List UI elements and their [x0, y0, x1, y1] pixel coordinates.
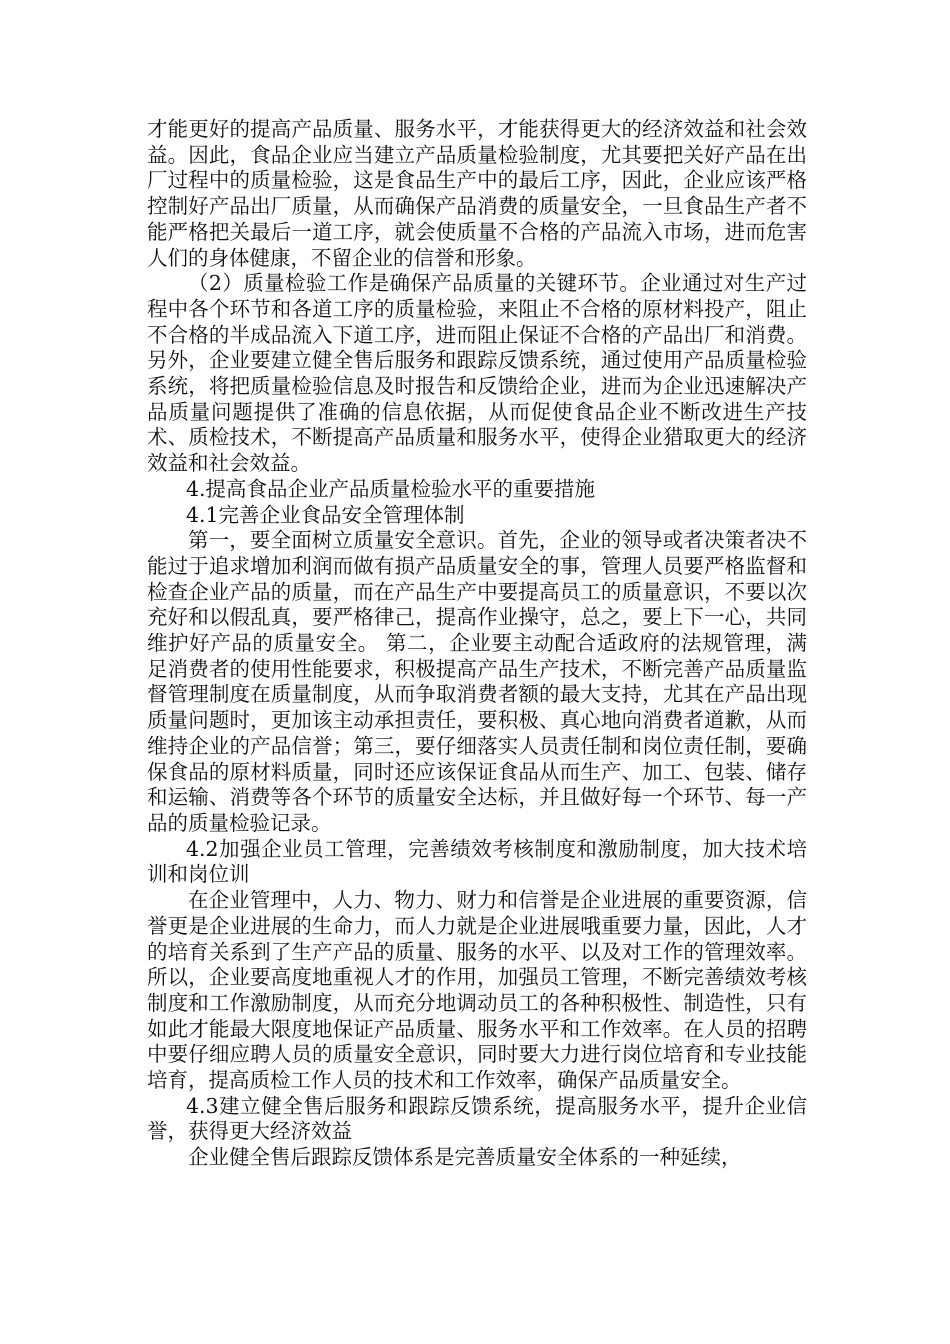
section-heading-4: 4.提高食品企业产品质量检验水平的重要措施	[185, 476, 595, 501]
paragraph-4-2-body: 在企业管理中，人力、物力、财力和信誉是企业进展的重要资源，信誉更是企业进展的生命力，而人力就是企业进展哦重要力量，因此，人才的培育关系到了生产产品的质量、服务的水平、以及对工作的管理效率。所以，企业要高度地重视人才的作用，加强员工管理，不断完善绩效考核制度和工作激励制度，从而充分地调动员工的各种积极性、制造性，只有如此才能最大限度地保证产品质量、服务水平和工作效率。在人员的招聘中要仔细应聘人员的质量安全意识，同时要大力进行岗位培育和专业技能培育，提高质检工作人员的技术和工作效率，确保产品质量安全。	[147, 888, 807, 1093]
paragraph-point-2: （2）质量检验工作是确保产品质量的关键环节。企业通过对生产过程中各个环节和各道工序的质量检验，来阻止不合格的原材料投产，阻止不合格的半成品流入下道工序，进而阻止保证不合格的产品出厂和消费。另外，企业要建立健全售后服务和跟踪反馈系统，通过使用产品质量检验系统，将把质量检验信息及时报告和反馈给企业，进而为企业迅速解决产品质量问题提供了准确的信息依据，从而促使食品企业不断改进生产技术、质检技术，不断提高产品质量和服务水平，使得企业猎取更大的经济效益和社会效益。	[147, 271, 807, 476]
paragraph-continued-intro: 才能更好的提高产品质量、服务水平，才能获得更大的经济效益和社会效益。因此，食品企业应当建立产品质量检验制度，尤其要把关好产品在出厂过程中的质量检验，这是食品生产中的最后工序，因此，企业应该严格控制好产品出厂质量，从而确保产品消费的质量安全，一旦食品生产者不能严格把关最后一道工序，就会使质量不合格的产品流入市场，进而危害人们的身体健康，不留企业的信誉和形象。	[147, 117, 807, 270]
subsection-heading-4-1: 4.1完善企业食品安全管理体制	[185, 502, 465, 527]
subsection-heading-4-2: 4.2加强企业员工管理，完善绩效考核制度和激励制度，加大技术培训和岗位训	[147, 836, 807, 887]
document-body	[147, 117, 807, 1171]
paragraph-4-1-body: 第一，要全面树立质量安全意识。首先，企业的领导或者决策者决不能过于追求增加利润而做有损产品质量安全的事，管理人员要严格监督和检查企业产品的质量，而在产品生产中要提高员工的质量意识，不要以次充好和以假乱真，要严格律己，提高作业操守，总之，要上下一心，共同维护好产品的质量安全。 第二，企业要主动配合适政府的法规管理，满足消费者的使用性能要求，积极提高产品生产技术，不断完善产品质量监督管理制度在质量制度，从而争取消费者额的最大支持，尤其在产品出现质量问题时，更加该主动承担责任，要积极、真心地向消费者道歉，从而维持企业的产品信誉；第三，要仔细落实人员责任制和岗位责任制，要确保食品的原材料质量，同时还应该保证食品从而生产、加工、包装、储存和运输、消费等各个环节的质量安全达标，并且做好每一个环节、每一产品的质量检验记录。	[147, 528, 807, 835]
subsection-heading-4-3: 4.3建立健全售后服务和跟踪反馈系统，提高服务水平，提升企业信誉，获得更大经济效益	[147, 1093, 807, 1144]
paragraph-4-3-body: 企业健全售后跟踪反馈体系是完善质量安全体系的一种延续，	[188, 1145, 742, 1170]
